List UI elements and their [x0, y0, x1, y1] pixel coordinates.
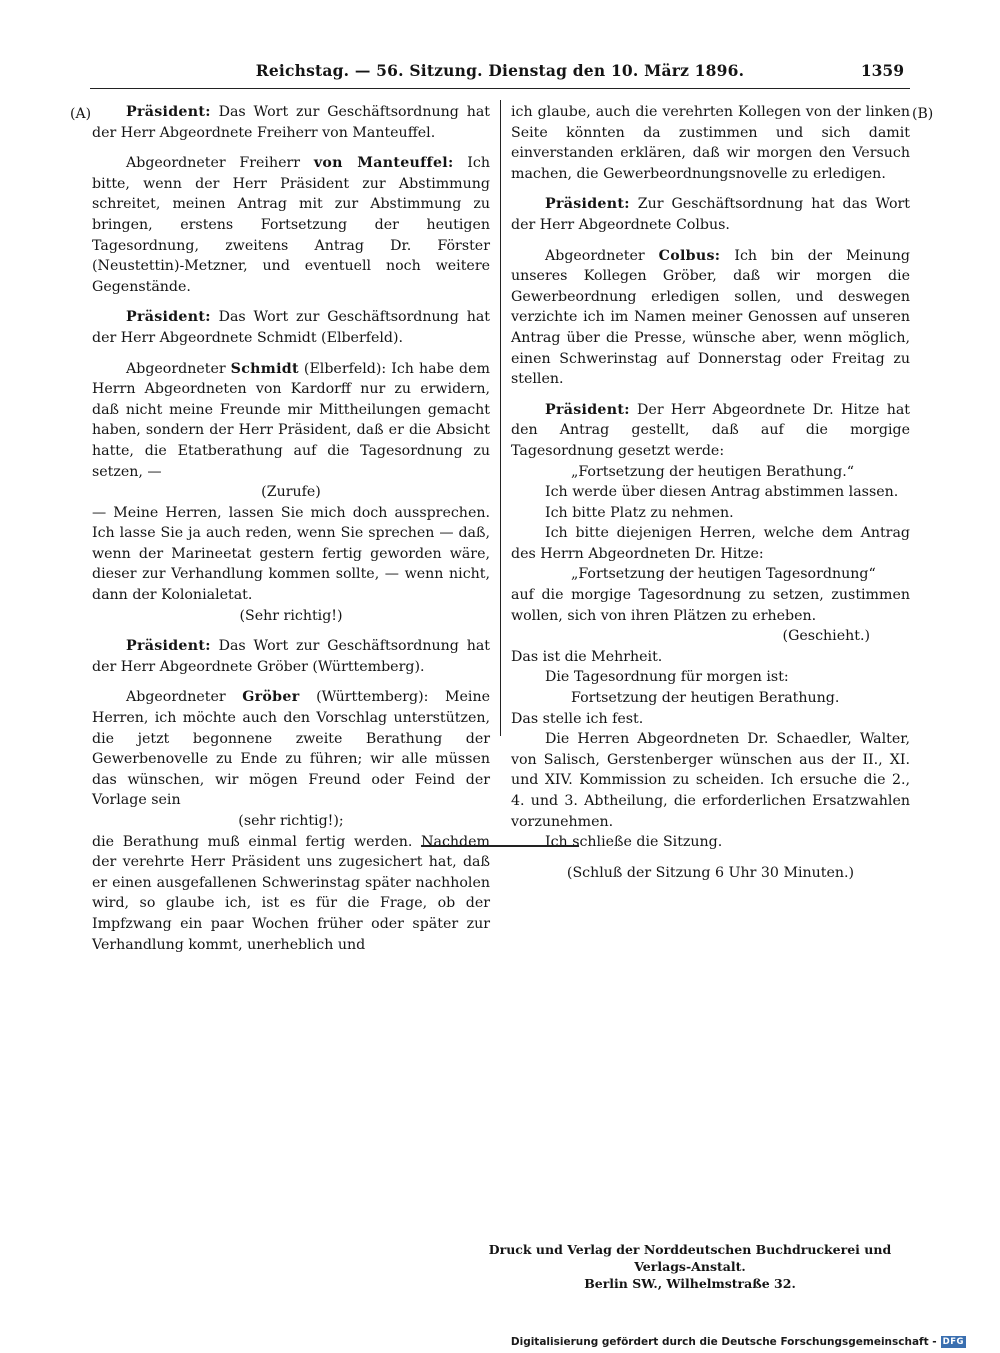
- paragraph: [92, 102, 490, 143]
- interjection: (Zurufe): [261, 484, 321, 501]
- paragraph-text: (Württemberg): Meine Herren, ich möchte auch den Vorschlag unterstützen, die jetzt begonnene zweite Berathung der Gewerbenovelle zu Ende zu führen; wir alle müssen das wünschen, wir mögen Freund oder Feind der Vorlage sein: [92, 689, 490, 809]
- paragraph-text: Das Wort zur Geschäftsordnung hat der Herr Abgeordnete Gröber (Württemberg).: [92, 638, 490, 675]
- speaker-name: von Manteuffel:: [313, 155, 454, 172]
- speaker-name: Colbus:: [658, 247, 721, 264]
- paragraph: [92, 359, 490, 483]
- footer-text: Digitalisierung gefördert durch die Deutsche Forschungsgemeinschaft -: [510, 1336, 937, 1348]
- motion-text: „Fortsetzung der heutigen Tagesordnung“: [571, 566, 876, 583]
- paragraph-text: Das Wort zur Geschäftsordnung hat der Herr Abgeordnete Freiherr von Manteuffel.: [92, 104, 490, 141]
- paragraph-text: Der Herr Abgeordnete Dr. Hitze hat den Antrag gestellt, daß auf die morgige Tagesordnung gesetzt werde:: [511, 401, 910, 459]
- speaker-name: Präsident:: [126, 104, 211, 120]
- imprint-line: Druck und Verlag der Norddeutschen Buchdruckerei und Verlags-Anstalt.: [488, 1242, 892, 1274]
- interjection: (Sehr richtig!): [239, 607, 343, 624]
- speaker-name: Präsident:: [126, 309, 211, 326]
- paragraph: [92, 687, 490, 811]
- paragraph-text: Das Wort zur Geschäftsordnung hat der Herr Abgeordnete Schmidt (Elberfeld).: [92, 309, 490, 346]
- speaker-name: Präsident:: [126, 638, 211, 655]
- speaker-name: Schmidt: [230, 360, 299, 377]
- session-closing: (Schluß der Sitzung 6 Uhr 30 Minuten.): [566, 864, 855, 881]
- paragraph: [92, 153, 490, 297]
- interjection: (Geschieht.): [782, 628, 870, 645]
- paragraph: [92, 636, 490, 677]
- speaker-name: Gröber: [242, 689, 300, 706]
- paragraph: ich glaube, auch die verehrten Kollegen von der linken Seite könnten da zustimmen und sich damit einverstanden erklären, daß wir morgen den Versuch machen, die Gewerbeordnungsnovelle zu erledigen.: [511, 104, 910, 182]
- speaker-prefix: Abgeordneter: [545, 247, 659, 264]
- margin-mark-a: (A): [70, 106, 92, 122]
- paragraph: [511, 400, 910, 462]
- speaker-prefix: Abgeordneter: [126, 360, 231, 377]
- paragraph-text: Ich bin der Meinung unseres Kollegen Gröber, daß wir morgen die Gewerbeordnung erledigen sollen, und deswegen verzichte ich im Namen meiner Genossen auf unseren Antrag über die Presse, wünsche aber, wenn möglich, einen Schwerinstag auf Donnerstag oder Freitag zu stellen.: [511, 247, 910, 388]
- digitization-footer: [511, 1334, 966, 1350]
- column-divider: [500, 100, 501, 736]
- right-column: [511, 102, 910, 883]
- imprint-line: Berlin SW., Wilhelmstraße 32.: [584, 1276, 796, 1291]
- agenda-item: Fortsetzung der heutigen Berathung.: [571, 690, 840, 707]
- motion-text: „Fortsetzung der heutigen Berathung.“: [571, 463, 854, 480]
- paragraph: [511, 194, 910, 235]
- text-line: Das stelle ich fest.: [511, 710, 644, 727]
- interjection: (sehr richtig!);: [238, 813, 344, 829]
- text-line: Ich schließe die Sitzung.: [545, 834, 723, 851]
- speaker-name: Präsident:: [545, 401, 630, 418]
- printer-imprint: [470, 1241, 910, 1292]
- running-title: Reichstag. — 56. Sitzung. Dienstag den 10. März 1896.: [255, 61, 745, 80]
- speaker-prefix: Abgeordneter Freiherr: [126, 155, 314, 172]
- text-line: Ich bitte diejenigen Herren, welche dem Antrag des Herrn Abgeordneten Dr. Hitze:: [511, 525, 910, 562]
- paragraph: die Berathung muß einmal fertig werden. Nachdem der verehrte Herr Präsident uns zugesichert hat, daß er einen ausgefallenen Schwerinstag später nachholen wird, so glaube ich, ist es für die Frage, ob der Impfzwang ein paar Wochen früher oder später zur Verhandlung kommt, unerheblich und: [92, 833, 490, 953]
- text-line: Ich bitte Platz zu nehmen.: [545, 504, 734, 521]
- paragraph: — Meine Herren, lassen Sie mich doch aussprechen. Ich lasse Sie ja auch reden, wenn Sie sprechen — daß, wenn der Marineetat gestern fertig geworden wäre, dieser zur Verhandlung kommen sollte, — wenn nicht, dann der Kolonialetat.: [92, 504, 490, 604]
- paragraph-text: Ich bitte, wenn der Herr Präsident zur Abstimmung schreitet, meinen Antrag mit zur Abstimmung zu bringen, erstens Fortsetzung der heutigen Tagesordnung, zweitens Antrag Dr. Förster (Neustettin)-Metzner, und eventuell noch weitere Gegenstände.: [92, 155, 490, 295]
- text-line: auf die morgige Tagesordnung zu setzen, zustimmen wollen, sich von ihren Plätzen zu erheben.: [511, 587, 910, 624]
- text-line: Ich werde über diesen Antrag abstimmen lassen.: [545, 484, 899, 501]
- paragraph: Die Herren Abgeordneten Dr. Schaedler, Walter, von Salisch, Gerstenberger wünschen aus der II., XI. und XIV. Kommission zu scheiden. Ich ersuche die 2., 4. und 3. Abtheilung, die erforderlichen Ersatzwahlen vorzunehmen.: [511, 731, 910, 830]
- margin-mark-b: (B): [912, 106, 934, 122]
- left-column: [92, 102, 490, 955]
- running-header: [90, 58, 910, 89]
- paragraph: [511, 246, 910, 390]
- paragraph: [92, 307, 490, 348]
- text-line: Die Tagesordnung für morgen ist:: [545, 669, 789, 686]
- paragraph-text: Zur Geschäftsordnung hat das Wort der Herr Abgeordnete Colbus.: [511, 196, 911, 233]
- section-divider: [421, 845, 579, 847]
- dfg-logo-icon: DFG: [942, 1337, 964, 1347]
- paragraph-text: (Elberfeld): Ich habe dem Herrn Abgeordneten von Kardorff nur zu erwidern, daß nicht meine Freunde mir Mittheilungen gemacht haben, sondern der Herr Präsident, daß er die Absicht hatte, die Etatberathung auf die Tagesordnung zu setzen, —: [92, 360, 490, 480]
- speaker-name: Präsident:: [545, 196, 630, 213]
- speaker-prefix: Abgeordneter: [126, 689, 243, 706]
- page-number: 1359: [860, 61, 904, 80]
- text-line: Das ist die Mehrheit.: [511, 648, 663, 665]
